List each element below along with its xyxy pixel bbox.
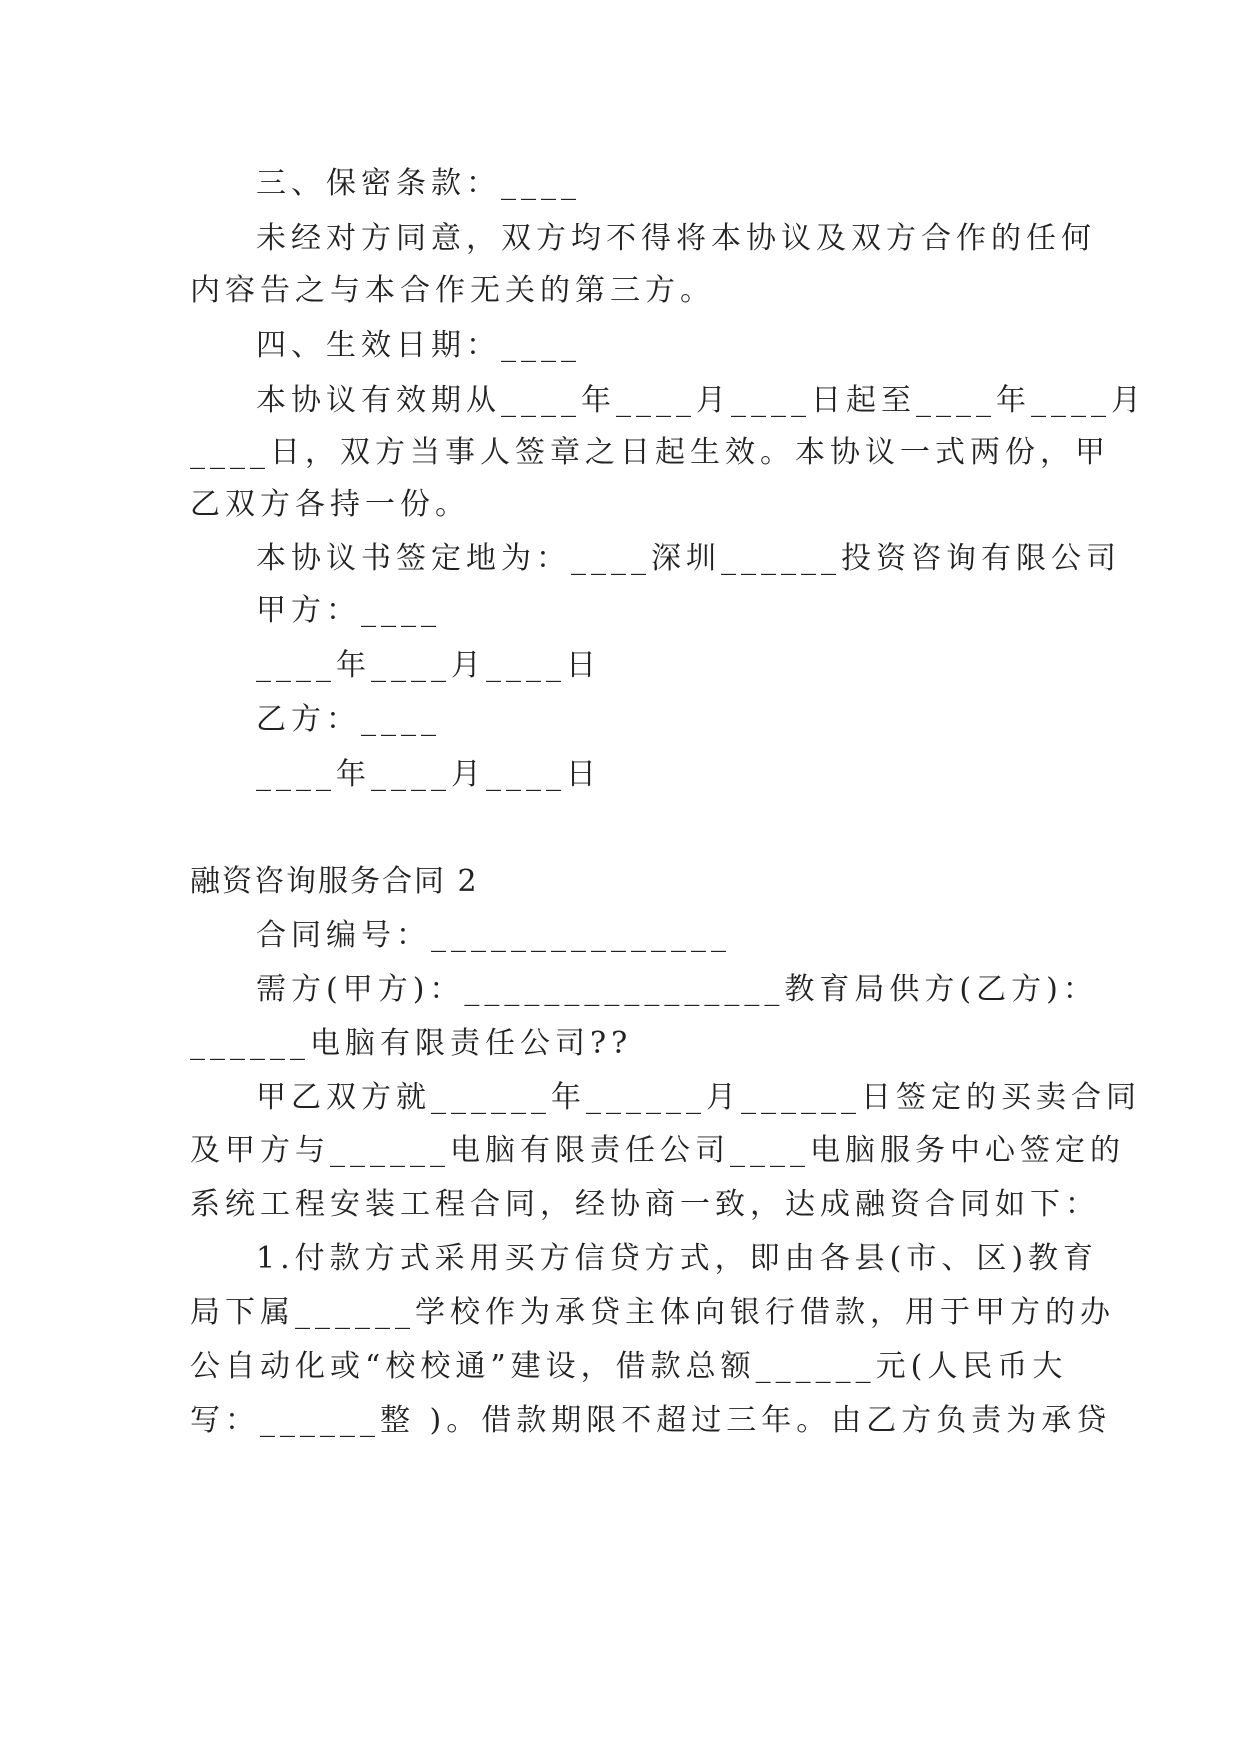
paragraph-line: 内容告之与本合作无关的第三方。 [190,273,715,308]
section-3-heading: 三、保密条款：____ [256,166,581,201]
party-b-date: ____年____月____日 [256,757,601,792]
paragraph-line: ____日，双方当事人签章之日起生效。本协议一式两份，甲 [190,435,1110,470]
signing-place: 本协议书签定地为：____深圳______投资咨询有限公司 [256,541,1121,576]
party-a-signature: 甲方：____ [256,593,441,628]
contract-parties-line: ______电脑有限责任公司?? [190,1026,633,1061]
contract-parties-line: 需方(甲方)：________________教育局供方(乙方)： [256,972,1098,1007]
intro-line: 系统工程安装工程合同，经协商一致，达成融资合同如下： [190,1187,1100,1222]
clause-1-line: 写：______整 )。借款期限不超过三年。由乙方负责为承贷 [190,1403,1112,1438]
paragraph-line: 本协议有效期从____年____月____日起至____年____月 [256,383,1146,418]
clause-1-line: 局下属______学校作为承贷主体向银行借款，用于甲方的办 [190,1295,1115,1330]
intro-line: 甲乙双方就______年______月______日签定的买卖合同 [256,1080,1141,1115]
paragraph-line: 未经对方同意，双方均不得将本协议及双方合作的任何 [256,221,1096,256]
paragraph-line: 乙双方各持一份。 [190,487,470,522]
clause-1-line: 公自动化或“校校通”建设，借款总额______元(人民币大 [190,1349,1068,1384]
clause-1-line: 1.付款方式采用买方信贷方式，即由各县(市、区)教育 [256,1241,1099,1276]
party-b-signature: 乙方：____ [256,702,441,737]
section-4-heading: 四、生效日期：____ [256,328,581,363]
contract-2-title: 融资咨询服务合同 2 [190,864,479,899]
contract-number: 合同编号：_______________ [256,918,731,953]
party-a-date: ____年____月____日 [256,648,601,683]
intro-line: 及甲方与______电脑有限责任公司____电脑服务中心签定的 [190,1133,1125,1168]
